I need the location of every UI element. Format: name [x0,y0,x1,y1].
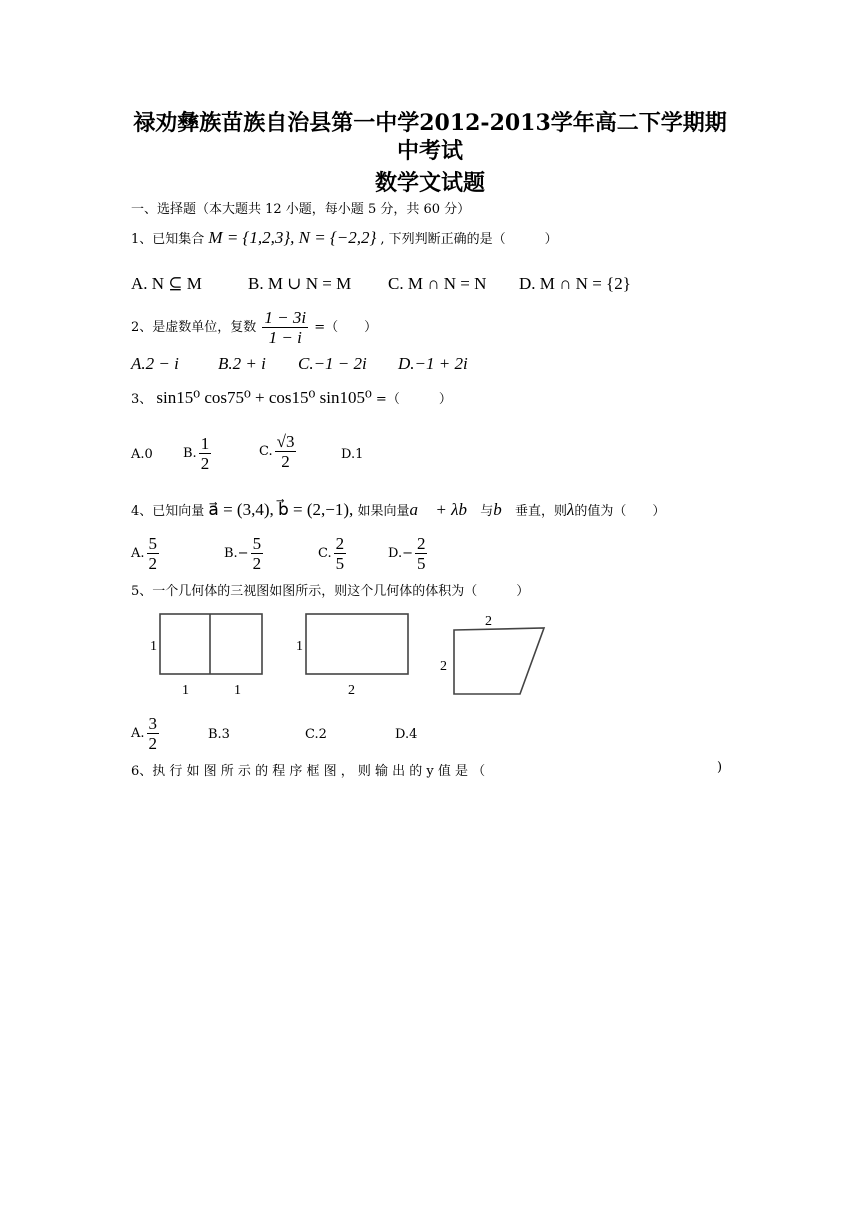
q4-option-a-num: 5 [148,534,158,553]
question-2 [131,308,377,347]
q4-lambda: λ [567,500,575,519]
q3-option-a: A.0 [131,447,153,462]
q4-option-b-num: 5 [252,534,262,553]
question-5: 5、一个几何体的三视图如图所示，则这个几何体的体积为（ ） [131,584,530,599]
q2-frac-numerator: 1 − 3i [264,308,307,327]
q4-vector-sum: a⃗ + λb⃗ [409,500,481,519]
q2-option-c: C.−1 − 2i [298,354,367,373]
q4-option-b [224,534,265,573]
q5-option-d: D.4 [395,727,418,742]
q4-option-d [388,534,429,573]
q3-prefix: 3、 [131,392,153,407]
section-header: 一、选择题（本大题共 12 小题，每小题 5 分，共 60 分） [131,202,471,217]
q2-suffix: =（ ） [314,320,378,335]
q4-option-d-num: 2 [416,534,426,553]
q4-option-c-num: 2 [335,534,345,553]
q4-option-c [318,534,348,573]
question-6-close: ) [717,760,723,775]
q3-option-c [259,432,298,471]
q3-option-b-label: B. [183,446,197,461]
q3-suffix: =（ ） [375,392,452,407]
q4-option-b-den: 2 [252,554,262,573]
q4-mid3: 垂直，则 [514,504,567,519]
q4-suffix: 的值为（ ） [574,504,666,519]
q1-suffix: , 下列判断正确的是（ ） [380,232,558,247]
q3-option-c-den: 2 [281,452,290,471]
page-title-line2: 中考试 [396,138,463,164]
q4-vector-b: b⃗ [493,500,515,519]
top-view-top-label: 2 [485,614,492,629]
q4-option-b-label: B.− [224,546,249,561]
q5-option-b: B.3 [208,727,230,742]
q4-prefix: 4、已知向量 [131,504,205,519]
q1-prefix: 1、已知集合 [131,232,205,247]
q4-option-c-den: 5 [335,554,345,573]
q3-option-c-label: C. [259,444,273,459]
q5-option-c: C.2 [305,727,327,742]
question-4 [131,500,665,520]
q1-option-a: A. N ⊆ M [131,274,202,293]
question-3 [131,388,452,408]
q4-option-d-den: 5 [416,554,426,573]
side-view-rect [306,614,408,674]
front-view-width-label-b: 1 [234,683,241,698]
q5-option-a-den: 2 [148,734,158,753]
q3-option-c-num: √3 [276,432,295,451]
q4-option-a-den: 2 [148,554,158,573]
page-title-line1: 禄劝彝族苗族自治县第一中学2012-2013学年高二下学期期 [133,110,727,136]
side-view-width-label: 2 [348,683,355,698]
q4-option-c-label: C. [318,546,332,561]
q3-option-b-num: 1 [200,434,210,453]
front-view-height-label: 1 [150,639,157,654]
question-1 [131,228,558,248]
q1-option-c: C. M ∩ N = N [388,274,487,293]
q4-option-a [131,534,161,573]
side-view-height-label: 1 [296,639,303,654]
q4-mid: 如果向量 [357,504,410,519]
question-6: 6、执 行 如 图 所 示 的 程 序 框 图 ， 则 输 出 的 y 值 是 （ [131,764,486,779]
q1-option-b: B. M ∪ N = M [248,274,352,293]
q2-prefix: 2、是虚数单位，复数 [131,320,257,335]
q5-option-a-label: A. [131,726,145,741]
q3-option-b [183,434,213,473]
q1-expr: M = {1,2,3}, N = {−2,2} [208,228,377,247]
q2-option-b: B.2 + i [218,354,266,373]
q5-option-a-num: 3 [148,714,158,733]
q2-frac-denominator: 1 − i [268,328,302,347]
q4-option-a-label: A. [131,546,145,561]
q2-option-a: A.2 − i [131,354,179,373]
front-view-width-label-a: 1 [182,683,189,698]
three-view-figure [140,608,570,704]
page-subtitle: 数学文试题 [374,170,485,196]
q4-mid2: 与 [480,504,494,519]
front-view-rect [160,614,262,674]
q3-expr: sin15⁰ cos75⁰ + cos15⁰ sin105⁰ [156,388,372,407]
q1-option-d: D. M ∩ N = {2} [519,274,631,293]
top-view-left-label: 2 [440,659,447,674]
q2-fraction [262,308,308,347]
q5-option-a [131,714,161,753]
top-view-trapezoid [454,628,544,694]
q4-vectors: a⃗ = (3,4), b⃗ = (2,−1), [208,500,354,519]
q2-option-d: D.−1 + 2i [398,354,468,373]
q3-option-d: D.1 [341,447,364,462]
q4-option-d-label: D.− [388,546,413,561]
q3-option-b-den: 2 [200,454,210,473]
